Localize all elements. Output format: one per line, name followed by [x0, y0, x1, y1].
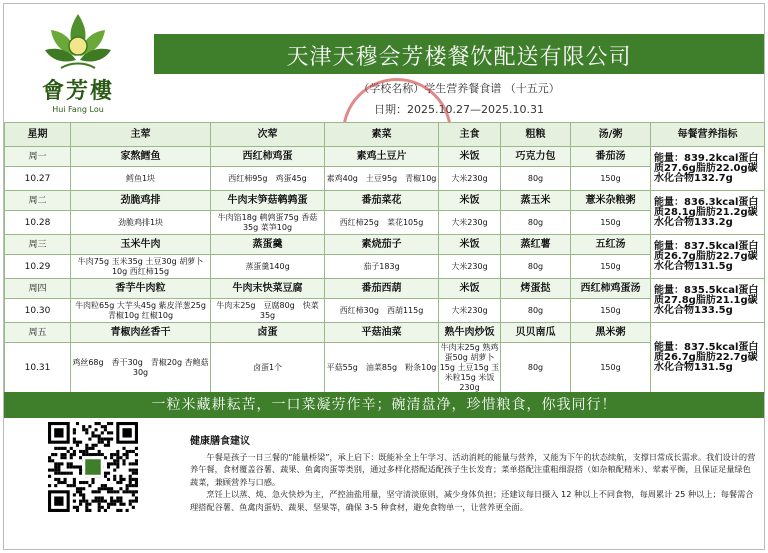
qty-grain_qty: 80g: [501, 167, 571, 191]
menu-subtitle: （学校名称）学生营养餐食谱 （十五元）: [358, 82, 560, 95]
advice-paragraph-1: 午餐是孩子一日三餐的“能量桥梁”，承上启下：既能补全上午学习、活动消耗的能量与营养，又能为下午的状态续航，支撑日常成长需求。我们设计的营养午餐，食材覆盖谷薯、蔬果、鱼禽肉蛋等类别，通过多样化搭配适配孩子生长发育；菜单搭配注重粗细混搭（如杂粮配精米）、荤素平衡，且保证足量绿色蔬菜，兼顾营养与口感。: [190, 452, 756, 487]
dish-row: [5, 235, 765, 255]
dish-grain: 蒸玉米: [501, 191, 571, 211]
dish-row: [5, 191, 765, 211]
weekday: 周五: [5, 323, 71, 343]
nutrition-info: 能量：835.5kcal蛋白质27.8g脂肪21.1g碳水化合物133.5g: [651, 279, 765, 323]
dish-veg: 平菇油菜: [325, 323, 439, 343]
qty-main_qty: 牛肉75g 玉米35g 土豆30g 胡萝卜10g 西红柿15g: [71, 255, 211, 279]
table-header-row: [5, 123, 765, 147]
date: 10.30: [5, 299, 71, 323]
menu-table: [4, 122, 765, 394]
logo-wordmark: 會芳樓: [41, 78, 114, 104]
dish-second: 牛肉末笋菇鹌鹑蛋: [211, 191, 325, 211]
col-header: 粗粮: [501, 123, 571, 147]
dish-grain: 贝贝南瓜: [501, 323, 571, 343]
dish-veg: 番茄西葫: [325, 279, 439, 299]
dish-soup: 薏米杂粮粥: [571, 191, 651, 211]
qty-second_qty: 西红柿95g 鸡蛋45g: [211, 167, 325, 191]
date-range: 日期：2025.10.27—2025.10.31: [374, 103, 544, 116]
qty-main_qty: 鸡丝68g 香干30g 青椒20g 杏鲍菇30g: [71, 343, 211, 394]
dish-soup: 黑米粥: [571, 323, 651, 343]
col-header: 汤/粥: [571, 123, 651, 147]
nutrition-info: 能量：836.3kcal蛋白质28.1g脂肪21.2g碳水化合物133.2g: [651, 191, 765, 235]
qty-veg_qty: 西红柿25g 菜花105g: [325, 211, 439, 235]
dish-second: 蒸蛋羹: [211, 235, 325, 255]
qty-staple_qty: 大米230g: [439, 299, 501, 323]
dish-main: 玉米牛肉: [71, 235, 211, 255]
weekday: 周一: [5, 147, 71, 167]
col-header: 星期: [5, 123, 71, 147]
dish-grain: 烤蛋挞: [501, 279, 571, 299]
dish-row: [5, 147, 765, 167]
qty-main_qty: 劲脆鸡排1块: [71, 211, 211, 235]
date: 10.27: [5, 167, 71, 191]
dish-main: 青椒肉丝香干: [71, 323, 211, 343]
dish-veg: 番茄菜花: [325, 191, 439, 211]
dish-staple: 米饭: [439, 191, 501, 211]
dish-staple: 熟牛肉炒饭: [439, 323, 501, 343]
col-header: 每餐营养指标: [651, 123, 765, 147]
lotus-logo-icon: [43, 10, 113, 76]
header: [4, 4, 764, 122]
dish-main: 家熬鳕鱼: [71, 147, 211, 167]
dish-soup: 西红柿鸡蛋汤: [571, 279, 651, 299]
qty-staple_qty: 牛肉末25g 熟鸡蛋50g 胡萝卜15g 土豆15g 玉米粒15g 米饭230g: [439, 343, 500, 392]
weekday: 周三: [5, 235, 71, 255]
menu-page: [3, 3, 765, 550]
date: 10.29: [5, 255, 71, 279]
advice-paragraph-2: 烹饪上以蒸、炖、急火快炒为主，严控油盐用量，坚守清淡原则，减少身体负担；还建议每日摄入 12 种以上不同食物，每周累计 25 种以上；每餐需合理搭配谷薯、鱼禽肉蛋奶、蔬果、坚果等，确保 3-5 种食材，避免食物单一，让营养更全面。: [190, 489, 754, 512]
dish-second: 牛肉末快菜豆腐: [211, 279, 325, 299]
qty-veg_qty: 茄子183g: [325, 255, 439, 279]
company-title: 天津天穆会芳楼餐饮配送有限公司: [286, 45, 632, 70]
dish-staple: 米饭: [439, 235, 501, 255]
qty-staple_qty: 大米230g: [439, 211, 501, 235]
col-header: 主食: [439, 123, 501, 147]
qty-soup_qty: 150g: [571, 299, 651, 323]
dish-grain: 蒸红薯: [501, 235, 571, 255]
col-header: 素菜: [325, 123, 439, 147]
qty-second_qty: 牛肉末25g 豆腐80g 快菜35g: [211, 299, 325, 323]
qty-main_qty: 牛肉粒65g 大芋头45g 紫皮洋葱25g 青椒10g 红椒10g: [71, 299, 211, 323]
dish-soup: 番茄汤: [571, 147, 651, 167]
qty-staple_qty: 大米230g: [439, 167, 501, 191]
qty-veg_qty: 素鸡40g 土豆95g 青椒10g: [325, 167, 439, 191]
qty-main_qty: 鳕鱼1块: [71, 167, 211, 191]
qty-second_qty: 卤蛋1个: [211, 343, 325, 394]
nutrition-info: 能量：837.5kcal蛋白质26.7g脂肪22.7g碳水化合物131.5g: [651, 235, 765, 279]
qty-soup_qty: 150g: [571, 211, 651, 235]
dish-soup: 五红汤: [571, 235, 651, 255]
nutrition-info: 能量：839.2kcal蛋白质27.6g脂肪22.0g碳水化合物132.7g: [651, 147, 765, 191]
weekday: 周四: [5, 279, 71, 299]
dish-second: 卤蛋: [211, 323, 325, 343]
dish-main: 香芋牛肉粒: [71, 279, 211, 299]
qty-grain_qty: 80g: [501, 299, 571, 323]
dish-veg: 素烧茄子: [325, 235, 439, 255]
qty-grain_qty: 80g: [501, 343, 571, 394]
qty-staple_qty: 大米230g: [439, 255, 501, 279]
qr-code-icon: [48, 422, 138, 512]
title-bar: [154, 34, 764, 74]
qty-soup_qty: 150g: [571, 255, 651, 279]
col-header: 主荤: [71, 123, 211, 147]
dish-staple: 米饭: [439, 147, 501, 167]
logo-subtext: Hui Fang Lou: [52, 105, 104, 114]
dish-grain: 巧克力包: [501, 147, 571, 167]
slogan-banner: 一粒米藏耕耘苦，一口菜凝劳作辛；碗清盘净，珍惜粮食，你我同行！: [4, 392, 764, 418]
dish-second: 西红柿鸡蛋: [211, 147, 325, 167]
dish-main: 劲脆鸡排: [71, 191, 211, 211]
date: 10.28: [5, 211, 71, 235]
weekday: 周二: [5, 191, 71, 211]
qty-second_qty: 蒸蛋羹140g: [211, 255, 325, 279]
company-logo: [8, 10, 148, 118]
col-header: 次荤: [211, 123, 325, 147]
health-advice: [190, 432, 756, 513]
qty-veg_qty: 西红柿30g 西葫115g: [325, 299, 439, 323]
dish-row: [5, 279, 765, 299]
date: 10.31: [5, 343, 71, 394]
nutrition-info: 能量：837.5kcal蛋白质26.7g脂肪22.7g碳水化合物131.5g: [651, 323, 765, 394]
dish-row: [5, 323, 765, 343]
dish-staple: 米饭: [439, 279, 501, 299]
qty-veg_qty: 平菇55g 油菜85g 粉条10g: [325, 343, 439, 394]
advice-title: 健康膳食建议: [190, 436, 250, 447]
dish-veg: 素鸡土豆片: [325, 147, 439, 167]
qty-soup_qty: 150g: [571, 343, 651, 394]
qty-second_qty: 牛肉馅18g 鹌鹑蛋75g 香菇35g 菜笋10g: [211, 211, 325, 235]
qty-grain_qty: 80g: [501, 255, 571, 279]
qty-soup_qty: 150g: [571, 167, 651, 191]
qty-grain_qty: 80g: [501, 211, 571, 235]
